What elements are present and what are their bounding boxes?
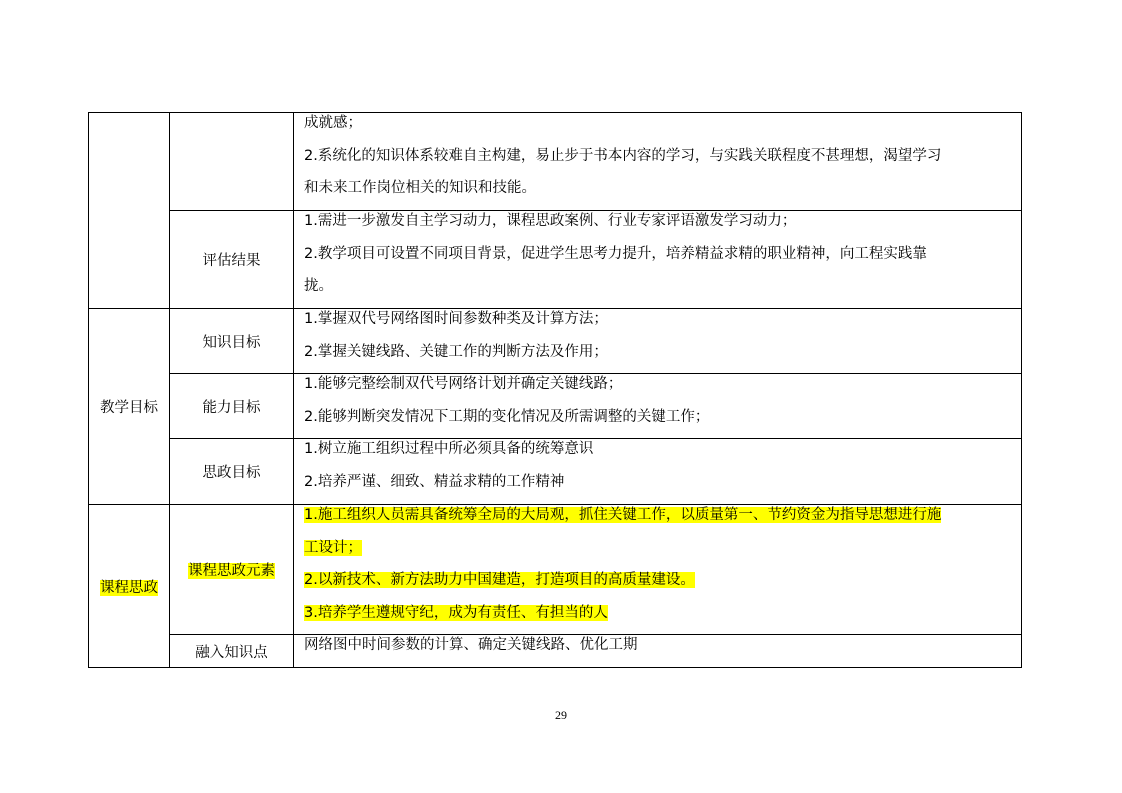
course-ideology-cell [89, 505, 170, 668]
knowledge-goal-line-2: 2.掌握关键线路、关键工作的判断方法及作用； [304, 343, 608, 360]
teaching-goals-label: 教学目标 [89, 309, 170, 505]
ideology-elements-cell [170, 505, 294, 635]
knowledge-goal-line-1: 1.掌握双代号网络图时间参数种类及计算方法； [304, 311, 608, 327]
assessment-line-3: 拢。 [304, 278, 333, 294]
assessment-line-2: 2.教学项目可设置不同项目背景，促进学生思考力提升，培养精益求精的职业精神，向工程实践靠 [304, 245, 927, 262]
integration-row [89, 635, 1022, 668]
knowledge-goal-row [89, 309, 1022, 374]
assessment-content [294, 211, 1022, 309]
situation-row [89, 113, 1022, 211]
ideology-element-line-4: 3.培养学生遵规守纪，成为有责任、有担当的人 [304, 604, 608, 621]
course-ideology-label: 课程思政 [100, 579, 158, 596]
ideology-elements-label: 课程思政元素 [188, 563, 275, 579]
ideology-goal-line-1: 1.树立施工组织过程中所必须具备的统筹意识 [304, 441, 594, 457]
ideology-element-line-2: 工设计； [304, 539, 362, 556]
assessment-line-1: 1.需进一步激发自主学习动力，课程思政案例、行业专家评语激发学习动力； [304, 213, 797, 229]
integration-text: 网络图中时间参数的计算、确定关键线路、优化工期 [304, 637, 638, 653]
situation-line-3: 和未来工作岗位相关的知识和技能。 [304, 180, 536, 196]
assessment-label: 评估结果 [170, 211, 294, 309]
assessment-row [89, 211, 1022, 309]
ideology-goal-content [294, 439, 1022, 505]
integration-label: 融入知识点 [170, 635, 294, 668]
knowledge-goal-label: 知识目标 [170, 309, 294, 374]
curriculum-table [88, 112, 1022, 668]
situation-content [294, 113, 1022, 211]
situation-line-2: 2.系统化的知识体系较难自主构建，易止步于书本内容的学习，与实践关联程度不甚理想，渴望学习 [304, 147, 942, 164]
ability-goal-row [89, 374, 1022, 439]
empty-subcategory-cell [170, 113, 294, 211]
ideology-elements-content [294, 505, 1022, 635]
ability-goal-label: 能力目标 [170, 374, 294, 439]
ideology-goal-label: 思政目标 [170, 439, 294, 505]
ideology-element-line-1: 1.施工组织人员需具备统筹全局的大局观，抓住关键工作，以质量第一、节约资金为指导思想进行施 [304, 507, 942, 523]
integration-content [294, 635, 1022, 668]
ability-goal-line-1: 1.能够完整绘制双代号网络计划并确定关键线路； [304, 376, 623, 392]
ideology-goal-row [89, 439, 1022, 505]
empty-category-cell [89, 113, 170, 309]
ability-goal-content [294, 374, 1022, 439]
ideology-elements-row [89, 505, 1022, 635]
ideology-element-line-3: 2.以新技术、新方法助力中国建造，打造项目的高质量建设。 [304, 572, 695, 588]
knowledge-goal-content [294, 309, 1022, 374]
ability-goal-line-2: 2.能够判断突发情况下工期的变化情况及所需调整的关键工作； [304, 408, 710, 425]
situation-line-1: 成就感； [304, 115, 362, 131]
ideology-goal-line-2: 2.培养严谨、细致、精益求精的工作精神 [304, 473, 565, 490]
page-number: 29 [555, 708, 567, 722]
